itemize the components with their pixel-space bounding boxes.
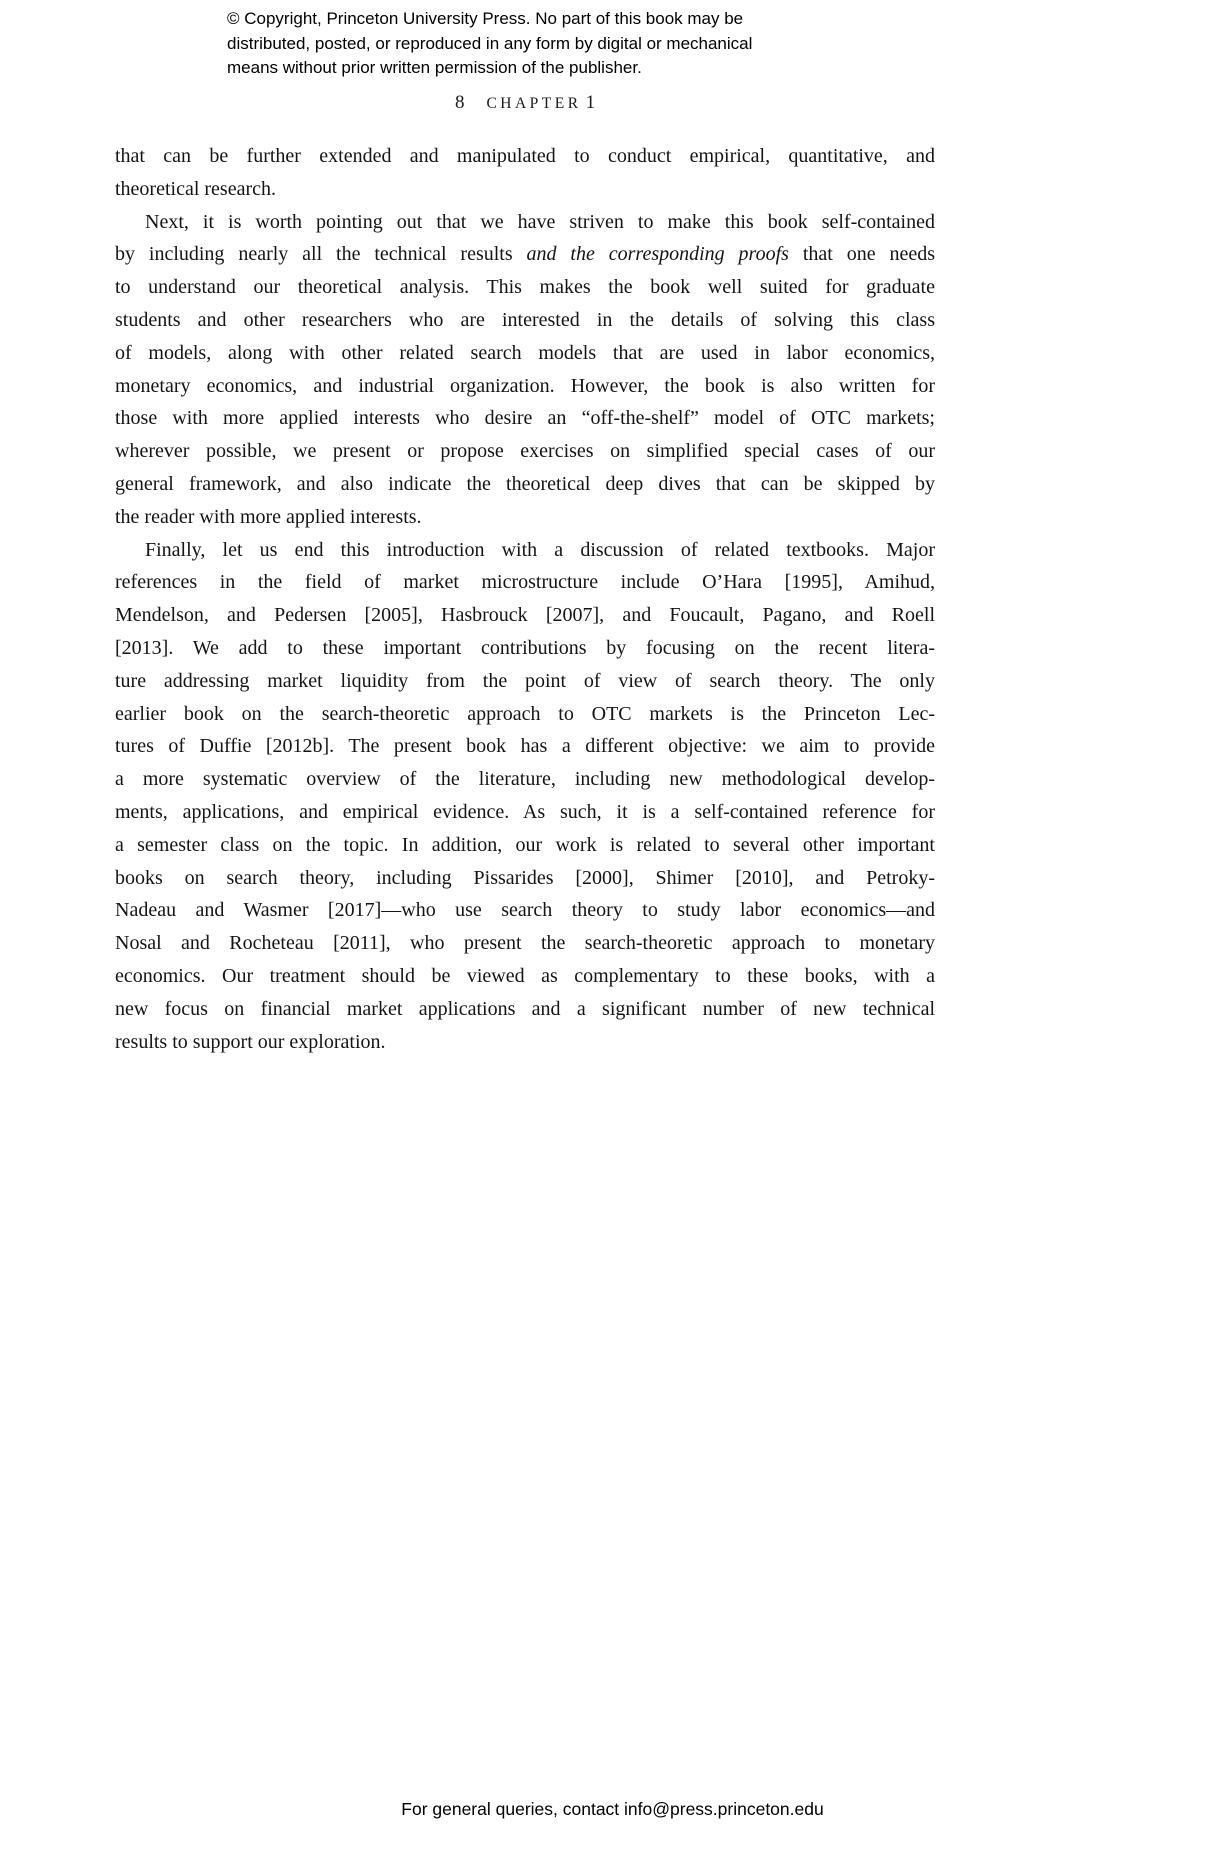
text-line: [2013]. We add to these important contributions by focusing on the recent litera- — [115, 636, 935, 659]
text-line: that can be further extended and manipulated to conduct empirical, quantitative, and — [115, 145, 935, 167]
copyright-line: means without prior written permission of the publisher. — [227, 58, 642, 77]
text-line: books on search theory, including Pissarides [2000], Shimer [2010], and Petroky- — [115, 866, 935, 889]
text-line: of models, along with other related search models that are used in labor economics, — [115, 341, 935, 364]
text-line: the reader with more applied interests. — [115, 505, 422, 528]
text-line: new focus on financial market applications and a significant number of new technical — [115, 997, 935, 1020]
text-line: Finally, let us end this introduction with a discussion of related textbooks. Major — [145, 538, 935, 561]
copyright-line: © Copyright, Princeton University Press. No part of this book may be — [227, 9, 744, 28]
text-line: students and other researchers who are interested in the details of solving this class — [115, 308, 935, 331]
running-head — [115, 92, 935, 114]
text-line: theoretical research. — [115, 177, 277, 200]
paragraph — [115, 140, 935, 206]
text-line: ments, applications, and empirical evidence. As such, it is a self-contained reference for — [115, 800, 935, 823]
text-line: Nadeau and Wasmer [2017]—who use search theory to study labor economics—and — [115, 899, 935, 922]
text-line: a semester class on the topic. In addition, our work is related to several other important — [115, 833, 935, 856]
text-line: Next, it is worth pointing out that we have striven to make this book self-contained — [145, 210, 935, 233]
footer-contact: For general queries, contact info@press.princeton.edu — [401, 1799, 824, 1819]
page-number: 8 — [454, 92, 465, 113]
text-line: results to support our exploration. — [115, 1030, 386, 1053]
text-line: monetary economics, and industrial organization. However, the book is also written for — [115, 374, 935, 397]
copyright-notice — [227, 7, 752, 81]
paragraph — [115, 534, 935, 1059]
text-line: references in the field of market microstructure include O’Hara [1995], Amihud, — [115, 571, 935, 594]
body-text — [115, 140, 935, 1058]
text-line: wherever possible, we present or propose exercises on simplified special cases of our — [115, 440, 935, 463]
text-line: those with more applied interests who desire an “off-the-shelf” model of OTC markets; — [115, 407, 935, 430]
chapter-label: CHAPTER — [486, 95, 582, 112]
text-line: tures of Duffie [2012b]. The present book has a different objective: we aim to provide — [115, 735, 935, 758]
chapter-number: 1 — [585, 92, 596, 113]
text-line: Nosal and Rocheteau [2011], who present the search-theoretic approach to monetary — [115, 932, 935, 955]
text-line: general framework, and also indicate the theoretical deep dives that can be skipped by — [115, 472, 935, 495]
text-line: economics. Our treatment should be viewed as complementary to these books, with a — [115, 964, 935, 987]
text-line: a more systematic overview of the literature, including new methodological develop- — [115, 768, 935, 791]
text-line: by including nearly all the technical results and the corresponding proofs that one needs — [115, 243, 935, 266]
text-line: Mendelson, and Pedersen [2005], Hasbrouck [2007], and Foucault, Pagano, and Roell — [115, 604, 935, 627]
text-line: earlier book on the search-theoretic approach to OTC markets is the Princeton Lec- — [115, 702, 935, 725]
text-line: ture addressing market liquidity from the point of view of search theory. The only — [115, 669, 935, 692]
paragraph — [115, 206, 935, 534]
copyright-line: distributed, posted, or reproduced in any form by digital or mechanical — [227, 33, 753, 53]
text-line: to understand our theoretical analysis. This makes the book well suited for graduate — [115, 276, 935, 299]
